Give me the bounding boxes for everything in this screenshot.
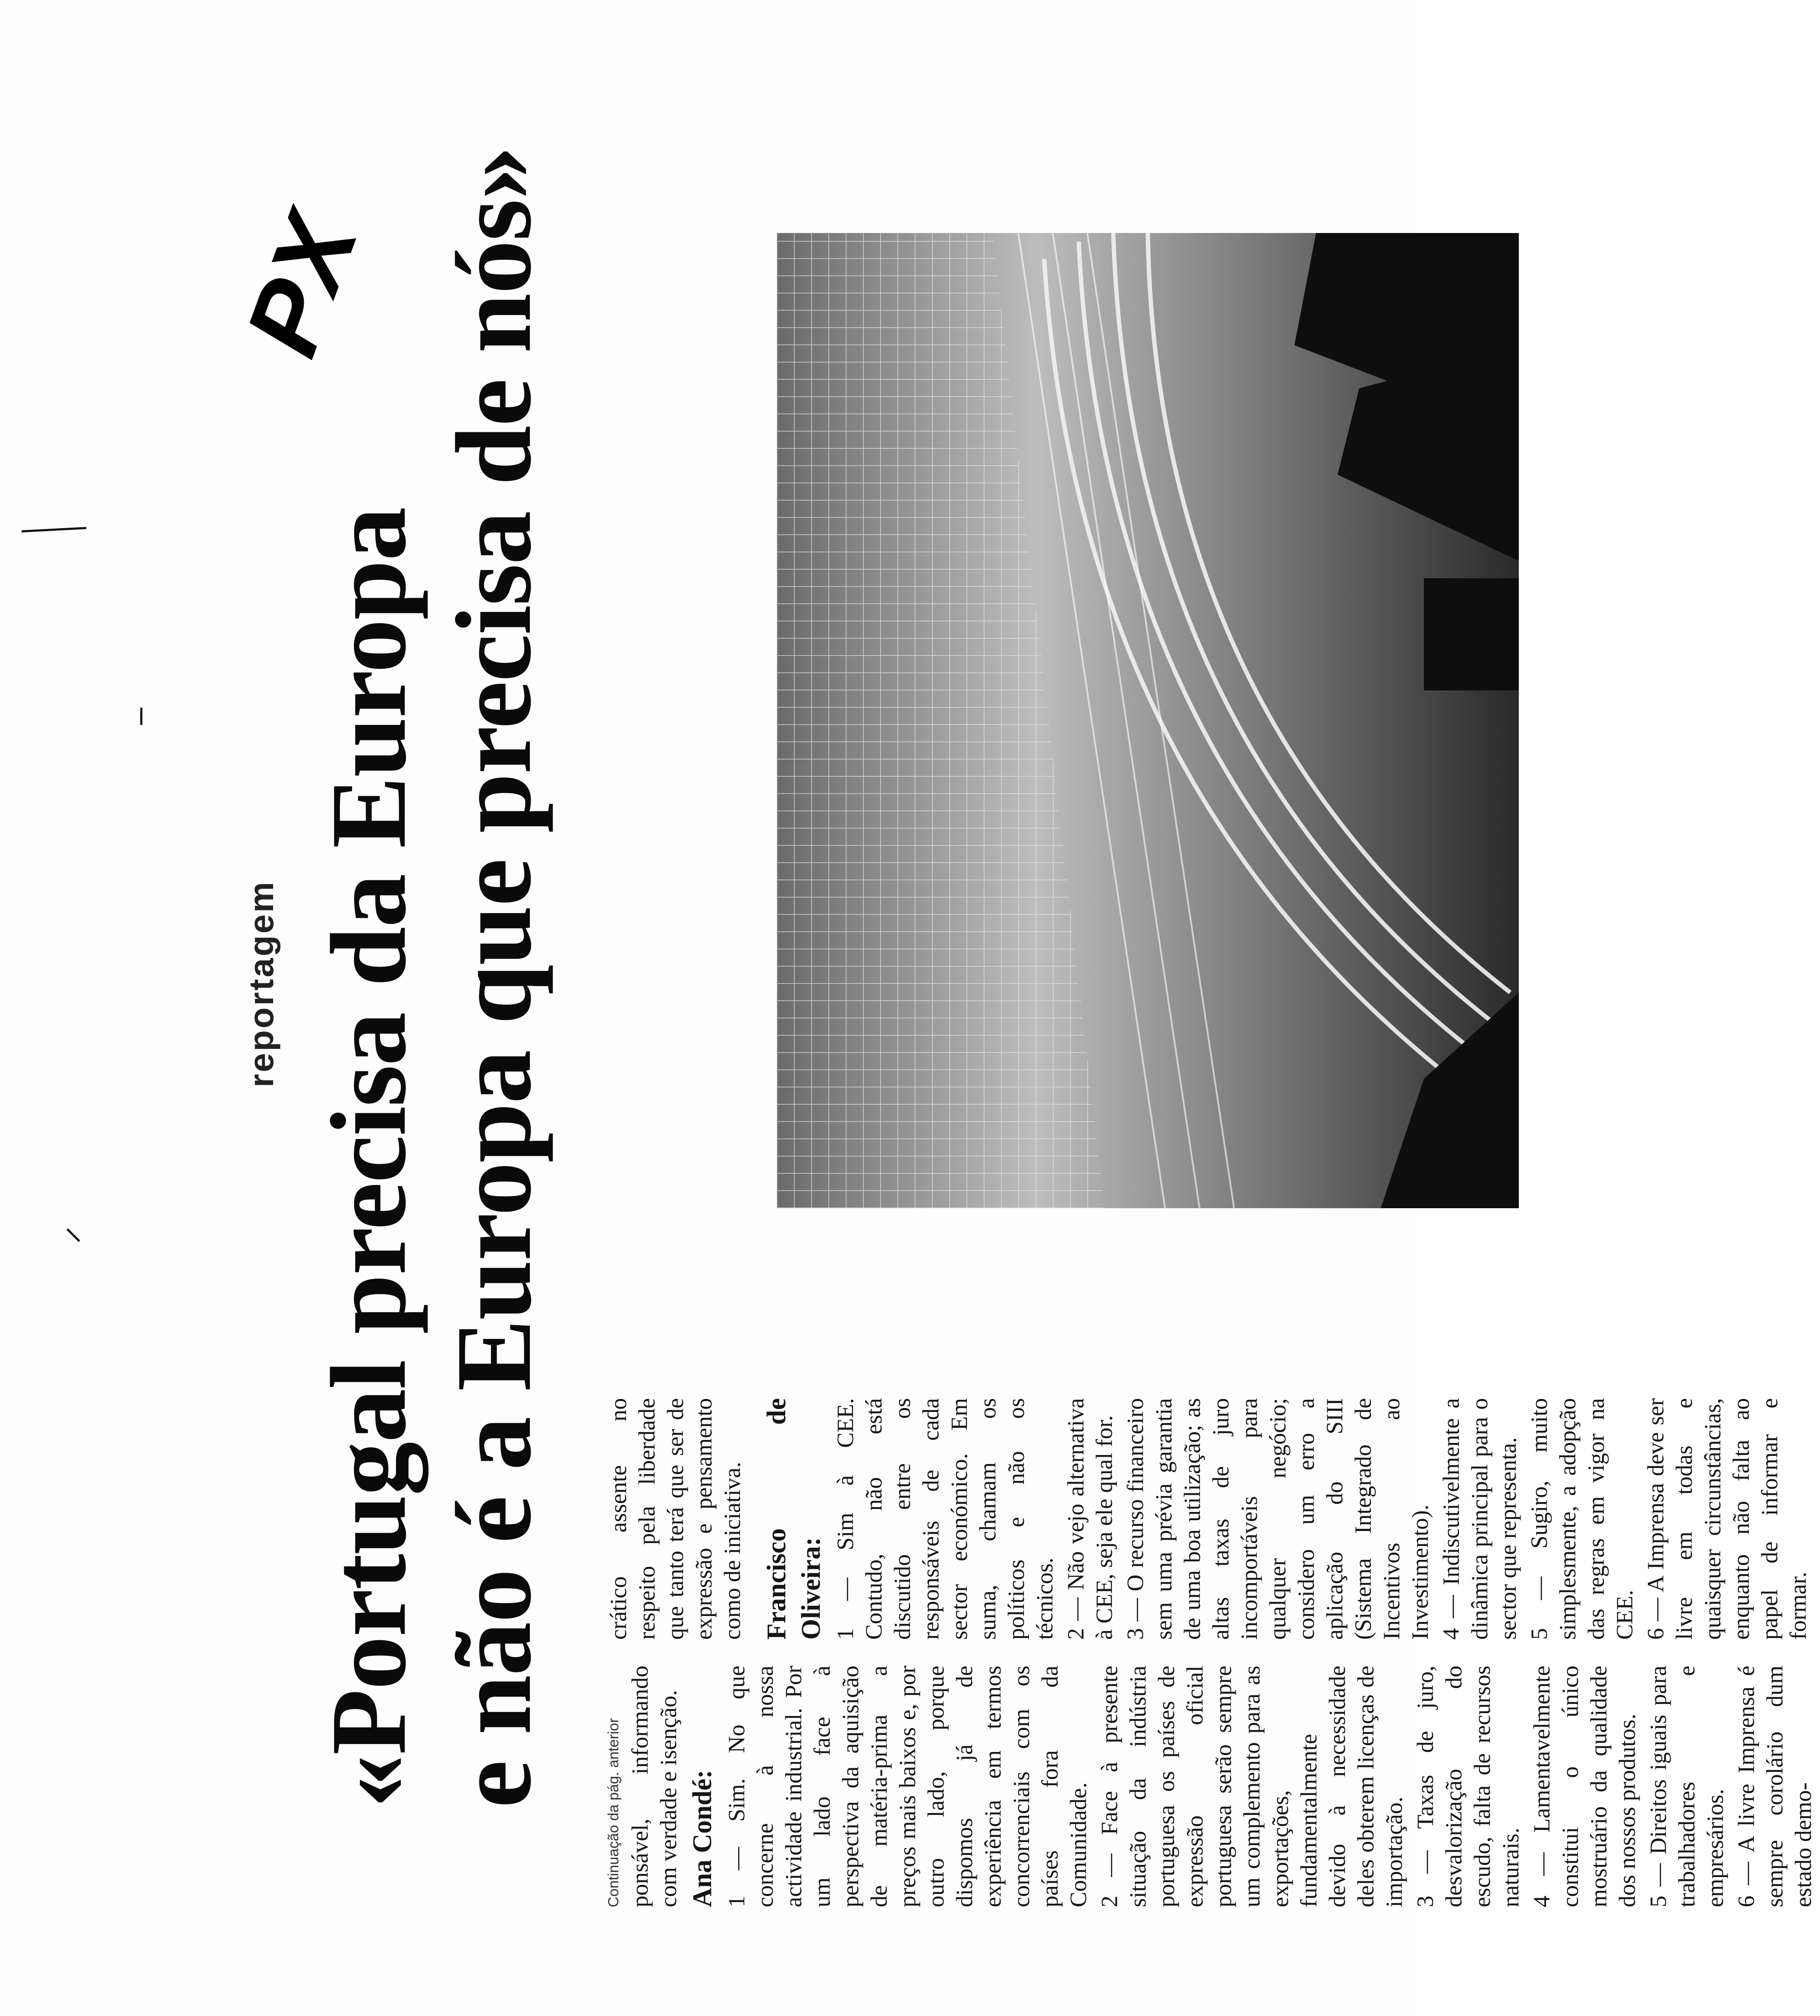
paragraph: 4 — Indiscutivelmente a dinâmica principal para o sector que representa. <box>1438 1398 1521 1640</box>
paragraph: 1 — Sim à CEE. Contudo, não está discutido entre os responsáveis de cada sector económico. Em suma, chamam os políticos e não os técnicos. <box>832 1398 1058 1640</box>
handwritten-initials: PX <box>223 200 379 370</box>
paragraph: 5 — Direitos iguais para trabalhadores e empresários. <box>1645 1666 1728 1907</box>
author-ana-conde: Ana Condé: <box>688 1770 717 1907</box>
paragraph: 4 — Lamentavelmente constitui o único mostruário da qualidade dos nossos produtos. <box>1529 1666 1640 1907</box>
industrial-hall-photo <box>777 233 1519 1208</box>
photo-graphic <box>777 233 1519 1208</box>
scan-mark-small <box>140 708 142 725</box>
paragraph: 3 — Taxas de juro, desvalorização do escudo, falta de recursos naturais. <box>1412 1666 1524 1907</box>
paragraph: 5 — Sugiro, muito simplesmente, a adopção das regras em vigor na CEE. <box>1526 1398 1637 1640</box>
paragraph: 2 — Face à presente situação da indústria portuguesa os países de expressão oficial portuguesa serão sempre um complemento para as exportações, fundamentalmente devido à necessidade deles obterem licenças de importação. <box>1096 1666 1407 1907</box>
continuation-note: Continuação da pág. anterior <box>605 1718 622 1907</box>
paragraph: crático assente no respeito pela liberdade que tanto terá que ser de expressão e pensamento como de iniciativa. <box>605 1398 745 1640</box>
headline-line-1: «Portugal precisa da Europa <box>309 507 428 1808</box>
newspaper-clipping <box>223 147 1816 1907</box>
author-francisco-de-oliveira: Francisco de Oliveira: <box>762 1398 826 1640</box>
headline <box>309 147 554 1808</box>
paragraph: 3 — O recurso financeiro sem uma prévia garantia de uma boa utilização; as altas taxas de juro incomportáveis para qualquer negócio; considero um erro a aplicação do SIII (Sistema Integrado de Incentivos ao Investimento). <box>1122 1398 1433 1640</box>
paragraph: 6 — A livre Imprensa é sempre corolário dum estado demo- <box>1733 1666 1816 1907</box>
scan-mark-tick <box>66 1228 80 1242</box>
paragraph: 1 — Sim. No que concerne à nossa actividade industrial. Por um lado face à perspectiva da aquisição de matéria-prima a preços mais baixos e, por outro lado, porque dispomos já de experiência em termos concorrenciais com os países fora da Comunidade. <box>724 1666 1091 1907</box>
section-kicker: reportagem <box>242 880 280 1087</box>
column-2 <box>604 1398 749 1640</box>
paragraph: 2 — Não vejo alternativa à CEE, seja ele qual for. <box>1063 1398 1117 1640</box>
headline-line-2: e não é a Europa que precisa de nós» <box>434 147 554 1808</box>
paragraph: 6 — A Imprensa deve ser livre em todas e quaisquer circunstâncias, enquanto não falta ao papel de informar e formar. <box>1643 1398 1811 1640</box>
column-3 <box>759 1398 1815 1640</box>
intro-text: ponsável, informando com verdade e isenção. <box>627 1666 681 1907</box>
scan-mark-left <box>22 527 86 532</box>
column-1 <box>604 1666 1820 1907</box>
